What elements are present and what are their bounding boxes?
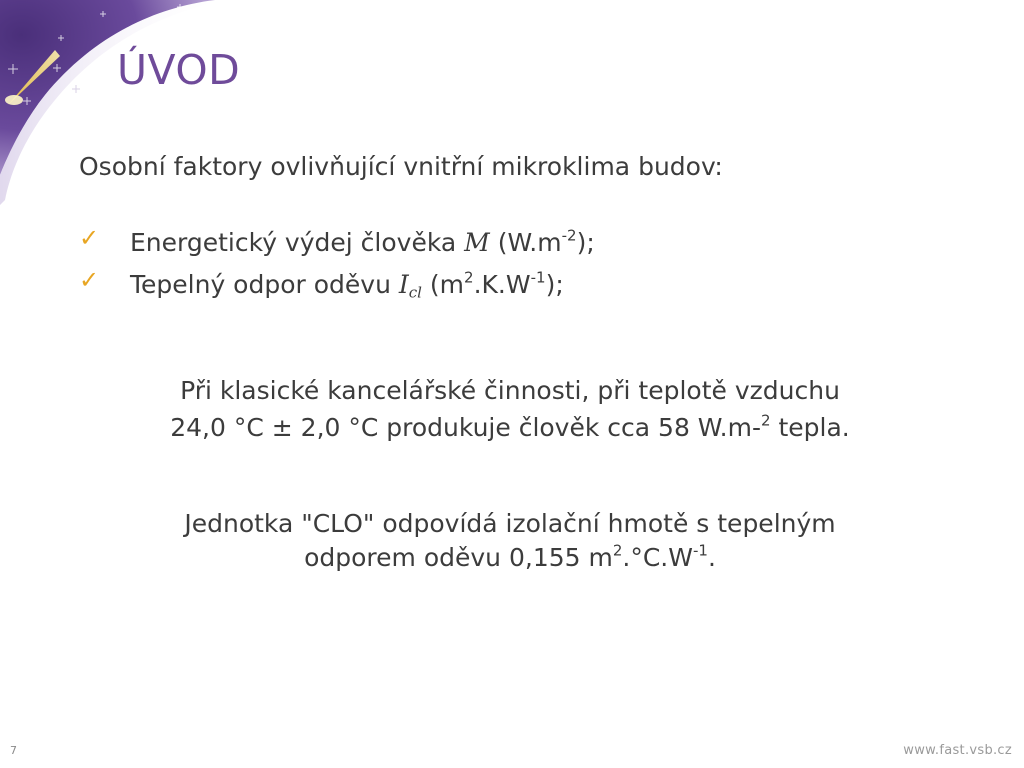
unit-open: (W.m	[497, 228, 562, 257]
bullet-text: Energetický výdej člověka	[130, 228, 465, 257]
bullet-list	[79, 225, 595, 309]
bullet-clothing-resistance	[79, 267, 595, 309]
clo-unit-note	[100, 507, 920, 575]
bullet-energy-output	[79, 225, 595, 267]
unit-exponent: -2	[561, 226, 577, 245]
note-line-2: 24,0 °C ± 2,0 °C produkuje člověk cca 58 W.m-	[170, 413, 761, 442]
note-exponent: 2	[612, 541, 623, 560]
check-icon: ✓	[79, 266, 100, 294]
symbol-subscript: cl	[408, 283, 422, 302]
note-line-1: Jednotka "CLO" odpovídá izolační hmotě s tepelným	[184, 509, 836, 538]
unit-open: (m	[429, 270, 465, 299]
slide-title: ÚVOD	[117, 46, 241, 94]
office-activity-note	[100, 372, 920, 446]
corner-decoration	[0, 0, 240, 240]
symbol-m: M	[464, 228, 490, 257]
note-line-end: .	[707, 543, 716, 572]
bullet-text: Tepelný odpor oděvu	[130, 270, 399, 299]
footer-url[interactable]: www.fast.vsb.cz	[903, 743, 1012, 758]
unit-close: );	[545, 270, 564, 299]
note-line-middle: .°C.W	[622, 543, 693, 572]
unit-exponent: -1	[530, 268, 546, 287]
page-number: 7	[10, 744, 17, 757]
note-line-2: odporem oděvu 0,155 m	[304, 543, 613, 572]
unit-close: );	[576, 228, 595, 257]
check-icon: ✓	[79, 224, 100, 252]
note-line-end: tepla.	[770, 413, 850, 442]
unit-exponent: 2	[464, 268, 474, 287]
note-line-1: Při klasické kancelářské činnosti, při teplotě vzduchu	[180, 376, 840, 405]
unit-middle: .K.W	[473, 270, 531, 299]
intro-text: Osobní faktory ovlivňující vnitřní mikroklima budov:	[79, 152, 723, 181]
note-exponent: 2	[760, 411, 771, 430]
symbol-i: I	[398, 270, 409, 299]
note-exponent: -1	[692, 541, 708, 560]
